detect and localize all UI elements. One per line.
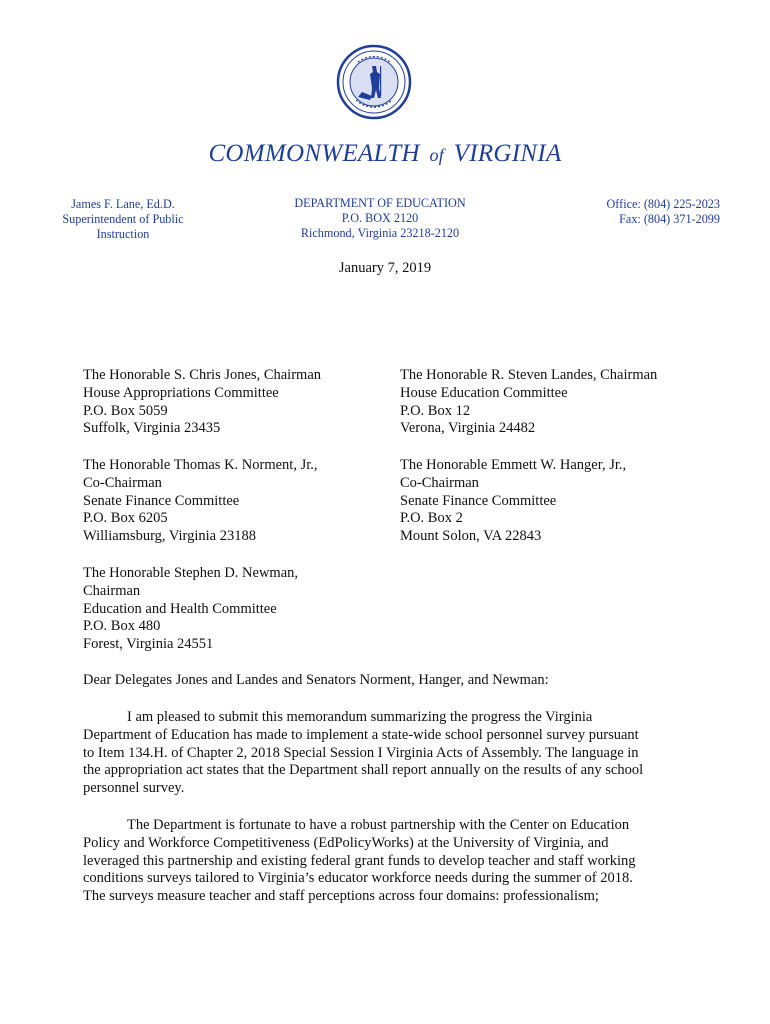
fax-number: Fax: (804) 371-2099	[619, 212, 720, 226]
addressee-block	[400, 367, 657, 438]
address-line: Education and Health Committee	[83, 600, 277, 617]
department-block	[250, 196, 510, 241]
addressee-block	[83, 565, 298, 654]
title-of: of	[429, 145, 445, 165]
body-paragraph	[83, 817, 673, 906]
paragraph-line: The surveys measure teacher and staff perceptions across four domains: professionalism;	[83, 888, 599, 905]
address-line: The Honorable Emmett W. Hanger, Jr.,	[400, 457, 627, 473]
address-line: P.O. Box 480	[83, 618, 161, 635]
paragraph-line: Policy and Workforce Competitiveness (EdPolicyWorks) at the University of Virginia, and	[83, 834, 609, 851]
address-line: Williamsburg, Virginia 23188	[83, 528, 256, 545]
address-line: Co-Chairman	[83, 474, 162, 491]
contact-block	[590, 197, 720, 227]
address-line: The Honorable Stephen D. Newman,	[83, 565, 299, 581]
address-line: House Appropriations Committee	[83, 384, 279, 401]
address-line: The Honorable Thomas K. Norment, Jr.,	[83, 457, 318, 473]
address-line: The Honorable S. Chris Jones, Chairman	[83, 367, 322, 383]
title-virginia: VIRGINIA	[453, 140, 562, 167]
office-phone: Office: (804) 225-2023	[606, 197, 720, 211]
address-line: Mount Solon, VA 22843	[400, 528, 542, 545]
paragraph-line: Department of Education has made to implement a state-wide school personnel survey pursuant	[83, 726, 639, 743]
letterhead-title	[0, 140, 770, 168]
department-city: Richmond, Virginia 23218-2120	[300, 226, 460, 240]
address-line: Chairman	[83, 582, 141, 599]
paragraph-line: I am pleased to submit this memorandum summarizing the progress the Virginia	[127, 709, 593, 725]
address-line: P.O. Box 5059	[83, 402, 168, 419]
address-line: House Education Committee	[400, 384, 568, 401]
paragraph-line: the appropriation act states that the Department shall report annually on the results of any school	[83, 762, 644, 779]
address-line: P.O. Box 2	[400, 510, 463, 527]
address-line: Forest, Virginia 24551	[83, 636, 214, 653]
address-line: Senate Finance Committee	[83, 492, 240, 509]
superintendent-name: James F. Lane, Ed.D.	[71, 197, 175, 211]
addressee-block	[83, 367, 321, 438]
letter-date: January 7, 2019	[338, 260, 432, 276]
paragraph-line: conditions surveys tailored to Virginia’s educator workforce needs during the summer of 2018.	[83, 870, 633, 887]
address-line: Suffolk, Virginia 23435	[83, 420, 221, 437]
addressee-block	[83, 457, 318, 546]
department-name: DEPARTMENT OF EDUCATION	[294, 196, 466, 210]
title-commonwealth: COMMONWEALTH	[208, 140, 420, 167]
address-line: Co-Chairman	[400, 474, 479, 491]
address-line: P.O. Box 12	[400, 402, 471, 419]
paragraph-line: to Item 134.H. of Chapter 2, 2018 Special Session I Virginia Acts of Assembly. The language in	[83, 744, 639, 761]
addressee-block	[400, 457, 626, 546]
address-line: P.O. Box 6205	[83, 510, 168, 527]
address-line: Verona, Virginia 24482	[400, 420, 536, 437]
address-line: Senate Finance Committee	[400, 492, 557, 509]
body-paragraph	[83, 709, 673, 798]
paragraph-line: The Department is fortunate to have a robust partnership with the Center on Education	[127, 817, 630, 833]
paragraph-line: personnel survey.	[83, 780, 185, 797]
virginia-seal-icon	[336, 44, 412, 120]
salutation: Dear Delegates Jones and Landes and Senators Norment, Hanger, and Newman:	[83, 672, 549, 688]
superintendent-role: Superintendent of Public Instruction	[62, 212, 184, 241]
department-box: P.O. BOX 2120	[341, 211, 419, 225]
paragraph-line: leveraged this partnership and existing federal grant funds to develop teacher and staff working	[83, 852, 636, 869]
address-line: The Honorable R. Steven Landes, Chairman	[400, 367, 658, 383]
superintendent-block	[40, 197, 206, 242]
